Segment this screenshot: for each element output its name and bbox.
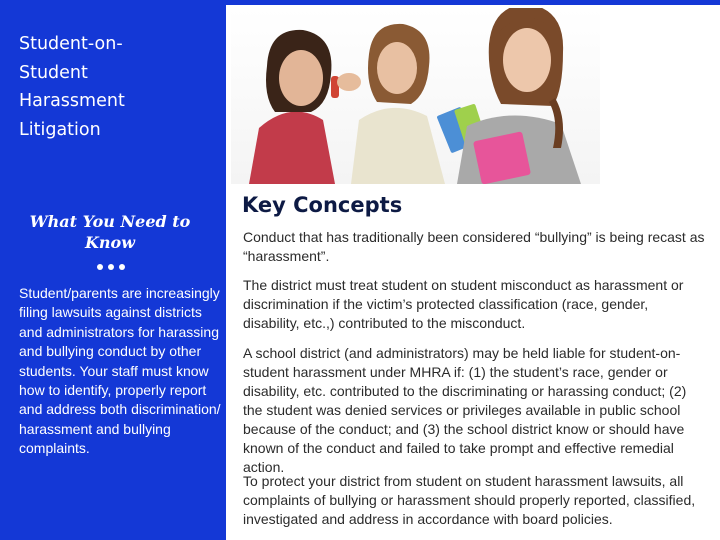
section-heading: Key Concepts xyxy=(242,193,403,217)
sidebar-subtitle: What You Need to Know xyxy=(29,212,191,252)
photo-three-girls-whispering xyxy=(231,8,600,184)
paragraph: To protect your district from student on student harassment lawsuits, all complaints of bullying or harassment should properly reported, classified, investigated and address in accordance with board policies. xyxy=(243,473,696,527)
title-line: Litigation xyxy=(19,119,101,140)
title-line: Student-on- xyxy=(19,34,123,54)
paragraph: The district must treat student on student misconduct as harassment or discrimination if the victim’s protected classification (race, gender, disability, etc.,) contributed to the misconduct. xyxy=(243,277,684,331)
paragraph: A school district (and administrators) may be held liable for student-on-student harassment under MHRA if: (1) the student’s race, gender or disability, etc. contributed to the discriminating or harassing conduct; (2) the student was denied services or privileges available in public school because of the conduct; and (3) the school district know or should have known of the conduct and failed to take prompt and effective remedial action. xyxy=(243,345,687,475)
title-line: Student xyxy=(19,62,88,83)
sidebar-body-text: Student/parents are increasingly filing lawsuits against districts and administrators for harassing and bullying conduct by other students. Your staff must know how to identify, properly report and address both discrimination/ harassment and bullying complaints. xyxy=(19,285,221,457)
top-accent-bar xyxy=(226,0,720,5)
slide-title xyxy=(19,30,219,144)
sidebar-panel xyxy=(0,0,226,540)
ellipsis-dots-icon xyxy=(97,264,125,270)
title-line: Harassment xyxy=(19,91,125,111)
paragraph: Conduct that has traditionally been considered “bullying” is being recast as “harassment”. xyxy=(243,229,705,264)
